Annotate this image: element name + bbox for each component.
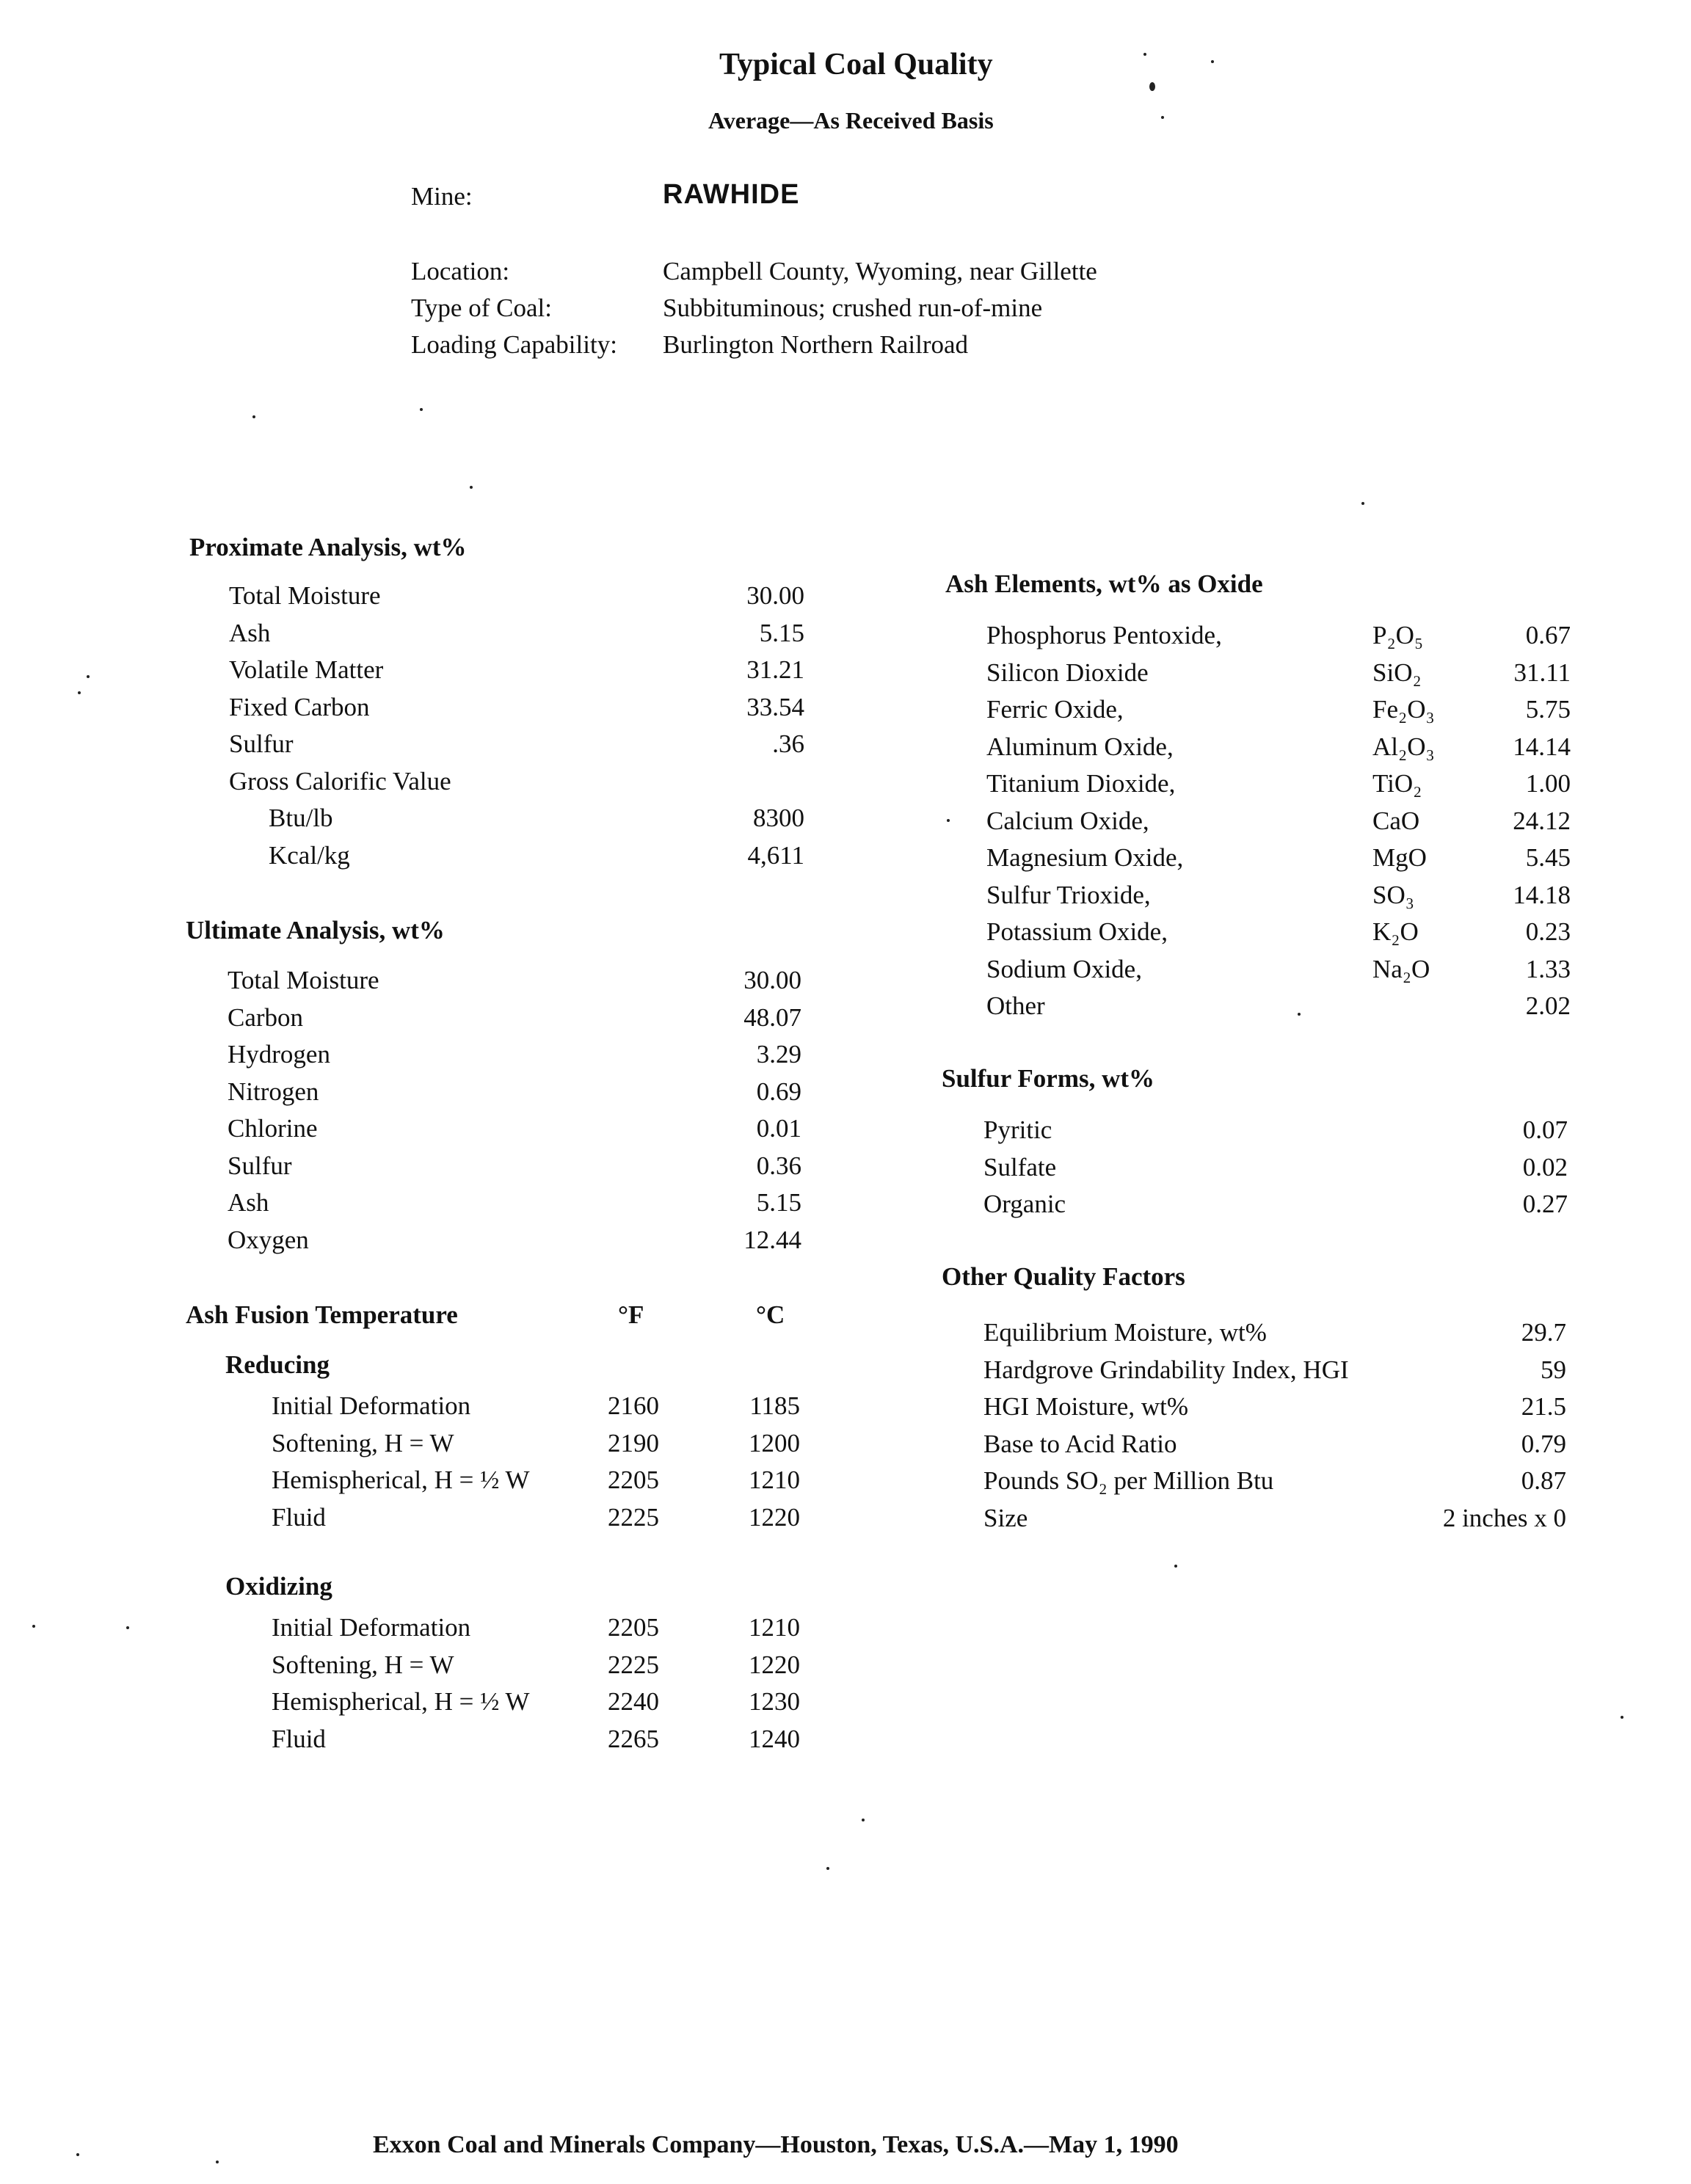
fusion-row-label: Hemispherical, H = ½ W: [272, 1687, 530, 1716]
fusion-row-celsius: 1200: [749, 1428, 800, 1457]
quality-factor-value: 29.7: [1521, 1318, 1566, 1347]
fusion-row-fahrenheit: 2190: [608, 1428, 659, 1457]
celsius-header: °C: [756, 1300, 785, 1329]
ash-element-value: 1.00: [1525, 769, 1571, 798]
scan-speck: [216, 2161, 219, 2163]
quality-factor-value: 0.79: [1521, 1429, 1566, 1458]
location-value: Campbell County, Wyoming, near Gillette: [663, 257, 1097, 285]
ash-element-label: Sulfur Trioxide,: [986, 880, 1151, 909]
proximate-row-label: Total Moisture: [229, 581, 381, 610]
sulfur-form-label: Organic: [983, 1190, 1066, 1218]
ultimate-row-value: 0.01: [756, 1114, 801, 1143]
ash-element-formula: Na₂O: [1372, 954, 1430, 983]
scan-speck: [1211, 60, 1214, 63]
sulfur-form-value: 0.02: [1522, 1152, 1568, 1182]
ash-element-value: 14.14: [1513, 732, 1571, 761]
fusion-row-celsius: 1210: [749, 1466, 800, 1494]
fusion-row-fahrenheit: 2205: [608, 1613, 659, 1642]
quality-factor-value: 0.87: [1521, 1466, 1566, 1495]
quality-factor-label: Size: [983, 1503, 1028, 1532]
proximate-row-label: Kcal/kg: [269, 840, 350, 870]
scan-speck: [76, 2153, 79, 2156]
fusion-row-label: Softening, H = W: [272, 1650, 454, 1679]
sulfur-form-label: Pyritic: [983, 1115, 1052, 1144]
ultimate-row-label: Ash: [228, 1188, 269, 1217]
fusion-row-fahrenheit: 2265: [608, 1724, 659, 1753]
ash-element-value: 5.75: [1525, 695, 1571, 724]
fusion-row-fahrenheit: 2240: [608, 1687, 659, 1716]
ultimate-row-value: 3.29: [756, 1040, 801, 1069]
ash-element-value: 0.67: [1525, 621, 1571, 649]
ash-element-formula: MgO: [1372, 843, 1427, 872]
scan-speck: [947, 819, 950, 822]
proximate-row-value: 4,611: [747, 840, 804, 870]
scan-speck: [252, 415, 255, 418]
sulfur-form-label: Sulfate: [983, 1152, 1057, 1182]
fusion-row-label: Fluid: [272, 1724, 326, 1753]
reducing-label: Reducing: [225, 1350, 330, 1379]
ash-element-label: Silicon Dioxide: [986, 658, 1149, 687]
fusion-row-celsius: 1210: [749, 1613, 800, 1642]
scan-speck: [1621, 1716, 1623, 1719]
scan-speck: [1161, 116, 1164, 119]
ash-element-label: Calcium Oxide,: [986, 806, 1149, 835]
ultimate-row-label: Total Moisture: [228, 966, 379, 994]
proximate-row-label: Sulfur: [229, 729, 294, 758]
mine-name: RAWHIDE: [663, 179, 800, 210]
page-title: Typical Coal Quality: [719, 48, 993, 81]
ultimate-row-label: Hydrogen: [228, 1040, 330, 1069]
ultimate-row-value: 12.44: [743, 1225, 801, 1254]
fusion-row-label: Initial Deformation: [272, 1613, 471, 1642]
ash-element-formula: SO₃: [1372, 880, 1414, 909]
fusion-row-label: Fluid: [272, 1502, 326, 1532]
proximate-row-value: 31.21: [746, 655, 804, 684]
proximate-row-label: Volatile Matter: [229, 655, 384, 684]
ash-element-label: Aluminum Oxide,: [986, 732, 1174, 761]
location-label: Location:: [411, 257, 510, 285]
fusion-row-label: Softening, H = W: [272, 1428, 454, 1457]
ash-element-value: 24.12: [1513, 806, 1571, 835]
ash-element-formula: K₂O: [1372, 917, 1419, 946]
fusion-row-fahrenheit: 2205: [608, 1466, 659, 1494]
quality-factor-value: 2 inches x 0: [1442, 1503, 1566, 1532]
fusion-row-fahrenheit: 2225: [608, 1502, 659, 1532]
ash-element-value: 31.11: [1513, 658, 1571, 687]
scan-speck: [1143, 53, 1146, 56]
fusion-row-fahrenheit: 2160: [608, 1391, 659, 1420]
ultimate-row-value: 30.00: [743, 966, 801, 994]
scan-speck: [87, 675, 90, 678]
proximate-row-value: 8300: [753, 804, 804, 832]
quality-factor-label: HGI Moisture, wt%: [983, 1392, 1188, 1421]
scan-speck: [1149, 82, 1155, 91]
quality-factor-label: Equilibrium Moisture, wt%: [983, 1318, 1267, 1347]
proximate-row-value: 30.00: [746, 581, 804, 610]
ash-element-formula: P₂O₅: [1372, 621, 1424, 649]
proximate-row-label: Fixed Carbon: [229, 692, 370, 721]
fusion-row-celsius: 1220: [749, 1502, 800, 1532]
scan-speck: [32, 1625, 35, 1628]
ash-element-value: 2.02: [1525, 991, 1571, 1020]
fusion-row-fahrenheit: 2225: [608, 1650, 659, 1679]
ash-fusion-heading: Ash Fusion Temperature: [186, 1300, 458, 1329]
quality-factor-value: 21.5: [1521, 1392, 1566, 1421]
ash-element-label: Phosphorus Pentoxide,: [986, 621, 1222, 649]
scan-speck: [1298, 1013, 1301, 1016]
scan-speck: [862, 1819, 865, 1821]
ash-element-value: 0.23: [1525, 917, 1571, 946]
proximate-row-value: 33.54: [746, 692, 804, 721]
ash-element-formula: SiO₂: [1372, 658, 1422, 687]
proximate-row-label: Gross Calorific Value: [229, 766, 451, 796]
scan-speck: [826, 1867, 829, 1870]
ash-element-formula: Fe₂O₃: [1372, 695, 1435, 724]
ash-element-label: Ferric Oxide,: [986, 695, 1124, 724]
quality-factor-label: Hardgrove Grindability Index, HGI: [983, 1355, 1349, 1384]
oxidizing-label: Oxidizing: [225, 1572, 332, 1601]
loading-value: Burlington Northern Railroad: [663, 330, 969, 359]
sulfur-forms-heading: Sulfur Forms, wt%: [942, 1064, 1155, 1093]
ultimate-heading: Ultimate Analysis, wt%: [186, 916, 445, 944]
ash-element-label: Other: [986, 991, 1045, 1020]
quality-factor-label: Pounds SO₂ per Million Btu: [983, 1466, 1274, 1495]
ash-elements-heading: Ash Elements, wt% as Oxide: [945, 569, 1263, 598]
fahrenheit-header: °F: [618, 1300, 644, 1329]
proximate-row-label: Btu/lb: [269, 804, 333, 832]
scan-speck: [1361, 502, 1364, 505]
ultimate-row-label: Carbon: [228, 1002, 304, 1032]
ash-element-value: 14.18: [1513, 880, 1571, 909]
coal-type-value: Subbituminous; crushed run-of-mine: [663, 294, 1043, 322]
proximate-heading: Proximate Analysis, wt%: [189, 533, 467, 561]
fusion-row-label: Hemispherical, H = ½ W: [272, 1466, 530, 1494]
ultimate-row-label: Chlorine: [228, 1114, 318, 1143]
ultimate-row-label: Sulfur: [228, 1151, 292, 1180]
fusion-row-celsius: 1230: [749, 1687, 800, 1716]
ash-element-formula: TiO₂: [1372, 769, 1422, 798]
ash-element-label: Magnesium Oxide,: [986, 843, 1184, 872]
ash-element-label: Potassium Oxide,: [986, 917, 1168, 946]
scan-speck: [78, 691, 81, 694]
mine-label: Mine:: [411, 182, 473, 211]
ash-element-formula: CaO: [1372, 806, 1420, 835]
ash-element-value: 1.33: [1525, 954, 1571, 983]
ash-element-value: 5.45: [1525, 843, 1571, 872]
ultimate-row-value: 48.07: [743, 1002, 801, 1032]
scan-speck: [470, 486, 473, 489]
fusion-row-label: Initial Deformation: [272, 1391, 471, 1420]
quality-factor-label: Base to Acid Ratio: [983, 1429, 1177, 1458]
scan-speck: [126, 1626, 129, 1629]
ash-element-label: Sodium Oxide,: [986, 954, 1142, 983]
proximate-row-value: .36: [772, 729, 804, 758]
scan-speck: [1174, 1565, 1177, 1568]
sulfur-form-value: 0.07: [1522, 1115, 1568, 1144]
ultimate-row-label: Oxygen: [228, 1225, 309, 1254]
other-factors-heading: Other Quality Factors: [942, 1262, 1185, 1291]
ultimate-row-label: Nitrogen: [228, 1077, 319, 1106]
fusion-row-celsius: 1185: [749, 1391, 800, 1420]
ash-element-formula: Al₂O₃: [1372, 732, 1435, 761]
ultimate-row-value: 0.69: [756, 1077, 801, 1106]
quality-factor-value: 59: [1541, 1355, 1566, 1384]
ash-element-label: Titanium Dioxide,: [986, 769, 1176, 798]
ultimate-row-value: 0.36: [756, 1151, 801, 1180]
footer-text: Exxon Coal and Minerals Company—Houston, Texas, U.S.A.—May 1, 1990: [373, 2131, 1179, 2158]
proximate-row-value: 5.15: [759, 618, 804, 647]
loading-label: Loading Capability:: [411, 330, 617, 359]
page-subtitle: Average—As Received Basis: [708, 107, 994, 134]
fusion-row-celsius: 1240: [749, 1724, 800, 1753]
proximate-row-label: Ash: [229, 618, 271, 647]
sulfur-form-value: 0.27: [1522, 1190, 1568, 1218]
coal-type-label: Type of Coal:: [411, 294, 552, 322]
scan-speck: [420, 408, 423, 411]
ultimate-row-value: 5.15: [756, 1188, 801, 1217]
fusion-row-celsius: 1220: [749, 1650, 800, 1679]
